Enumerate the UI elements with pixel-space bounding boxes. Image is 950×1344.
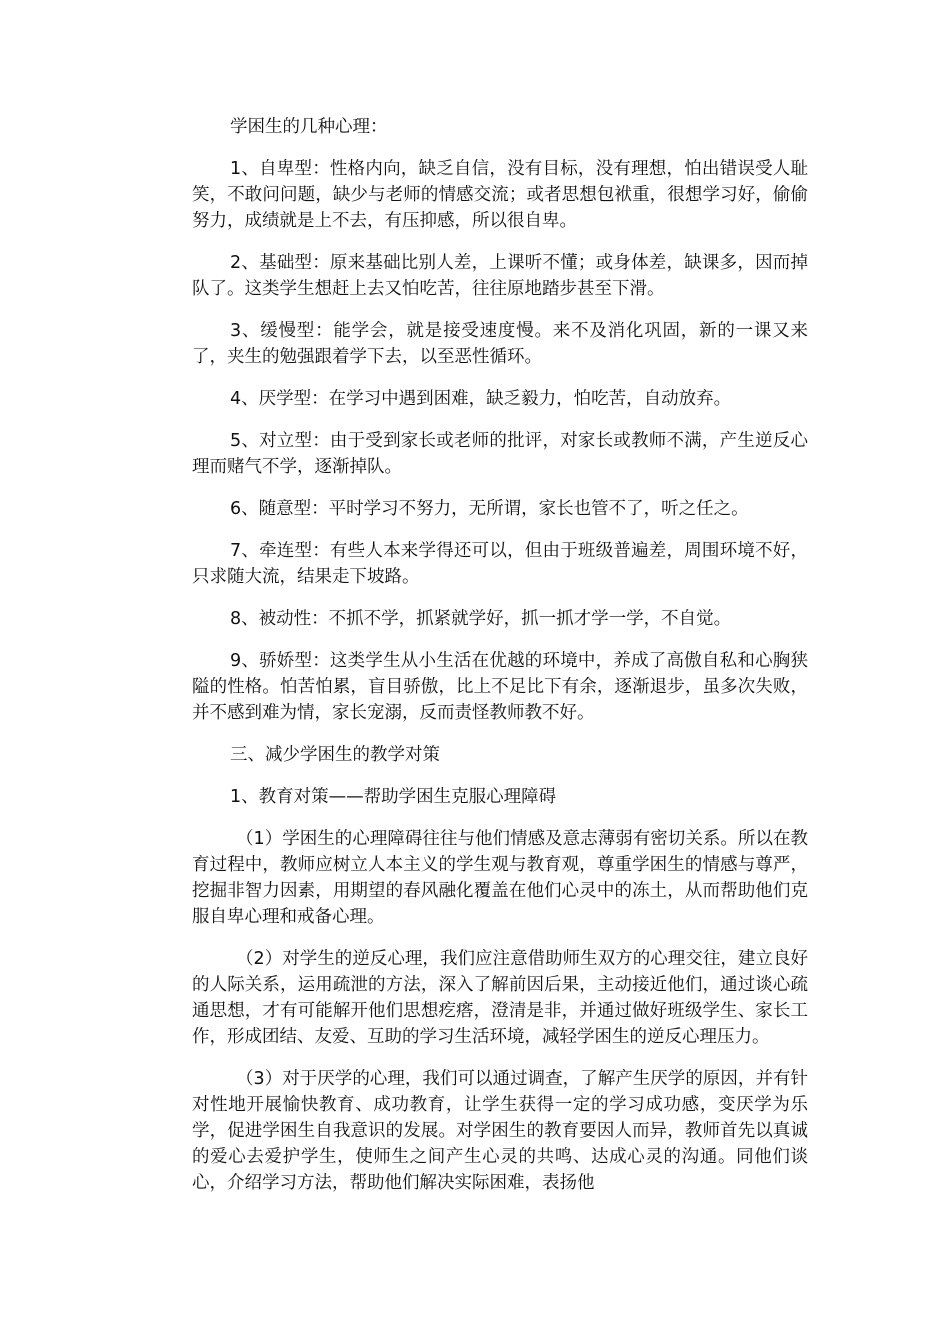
paragraph-type-1: 1、自卑型：性格内向，缺乏自信，没有目标，没有理想，怕出错误受人耻笑，不敢问问题，缺少与老师的情感交流；或者思想包袱重，很想学习好，偷偷努力，成绩就是上不去，有压抑感，所以很自卑。 (192, 159, 808, 231)
section-heading-strategies: 三、减少学困生的教学对策 (230, 745, 440, 765)
paragraph-strategy-1: （1）学困生的心理障碍往往与他们情感及意志薄弱有密切关系。所以在教育过程中，教师应树立人本主义的学生观与教育观，尊重学困生的情感与尊严，挖掘非智力因素，用期望的春风融化覆盖在他们心灵中的冻土，从而帮助他们克服自卑心理和戒备心理。 (192, 829, 808, 927)
paragraph-type-6: 6、随意型：平时学习不努力，无所谓，家长也管不了，听之任之。 (230, 499, 749, 519)
section-heading-psychology-types: 学困生的几种心理： (230, 117, 388, 137)
paragraph-strategy-2: （2）对学生的逆反心理，我们应注意借助师生双方的心理交往，建立良好的人际关系，运用疏泄的方法，深入了解前因后果，主动接近他们，通过谈心疏通思想，才有可能解开他们思想疙瘩，澄清是非，并通过做好班级学生、家长工作，形成团结、友爱、互助的学习生活环境，减轻学困生的逆反心理压力。 (192, 949, 808, 1047)
paragraph-type-9: 9、骄娇型：这类学生从小生活在优越的环境中，养成了高傲自私和心胸狭隘的性格。怕苦怕累，盲目骄傲，比上不足比下有余，逐渐退步，虽多次失败，并不感到难为情，家长宠溺，反而责怪教师教不好。 (192, 651, 808, 723)
paragraph-type-8: 8、被动性：不抓不学，抓紧就学好，抓一抓才学一学，不自觉。 (230, 609, 732, 629)
paragraph-type-2: 2、基础型：原来基础比别人差，上课听不懂；或身体差，缺课多，因而掉队了。这类学生想赶上去又怕吃苦，往往原地踏步甚至下滑。 (192, 253, 808, 299)
paragraph-type-5: 5、对立型：由于受到家长或老师的批评，对家长或教师不满，产生逆反心理而赌气不学，逐渐掉队。 (192, 431, 808, 477)
paragraph-type-3: 3、缓慢型：能学会，就是接受速度慢。来不及消化巩固，新的一课又来了，夹生的勉强跟着学下去，以至恶性循环。 (192, 321, 808, 367)
paragraph-type-4: 4、厌学型：在学习中遇到困难，缺乏毅力，怕吃苦，自动放弃。 (230, 389, 732, 409)
paragraph-strategy-3: （3）对于厌学的心理，我们可以通过调查，了解产生厌学的原因，并有针对性地开展愉快教育、成功教育，让学生获得一定的学习成功感，变厌学为乐学，促进学困生自我意识的发展。对学困生的教育要因人而异，教师首先以真诚的爱心去爱护学生，使师生之间产生心灵的共鸣、达成心灵的沟通。同他们谈心，介绍学习方法，帮助他们解决实际困难，表扬他 (192, 1069, 808, 1193)
subheading-education-strategy: 1、教育对策——帮助学困生克服心理障碍 (230, 787, 557, 807)
paragraph-type-7: 7、牵连型：有些人本来学得还可以，但由于班级普遍差，周围环境不好，只求随大流，结果走下坡路。 (192, 541, 808, 587)
document-body (192, 114, 808, 1212)
